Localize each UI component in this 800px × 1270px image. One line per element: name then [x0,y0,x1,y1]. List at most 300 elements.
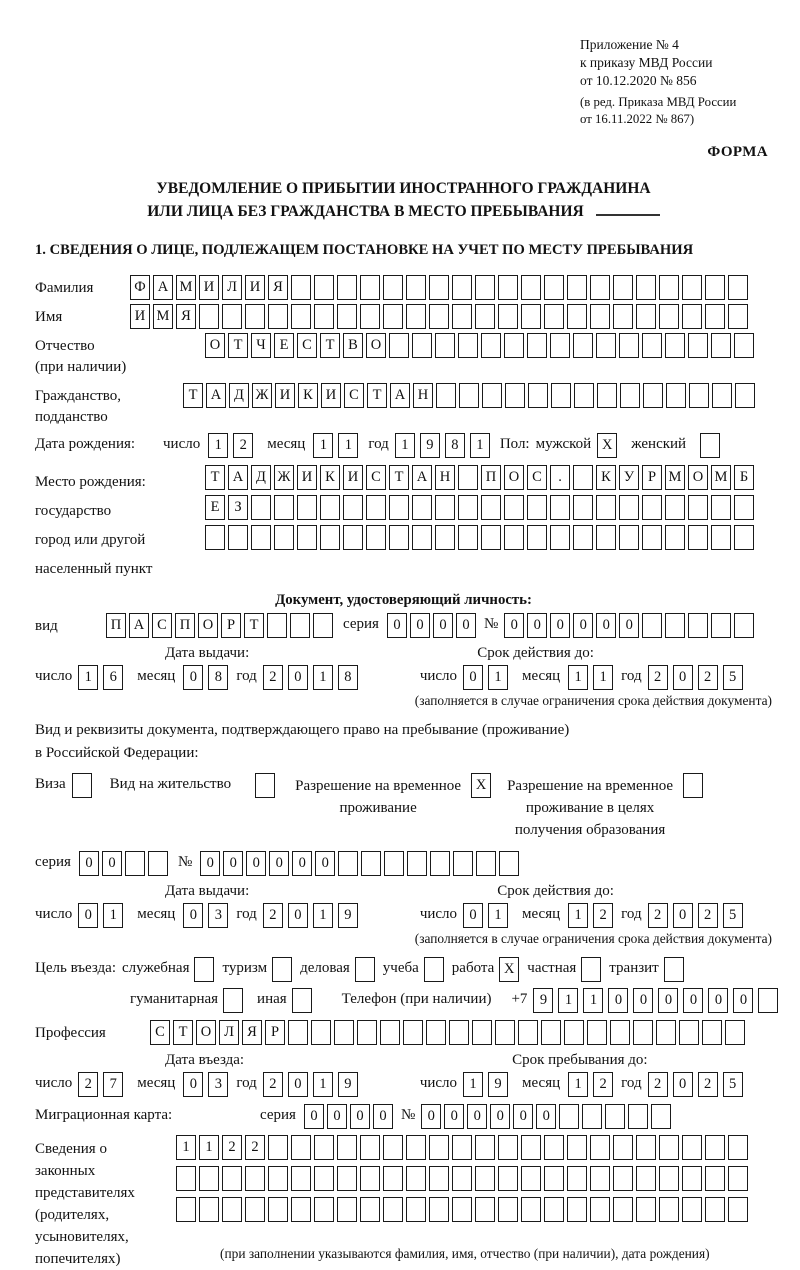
char-cell[interactable] [314,304,334,329]
char-cell[interactable] [290,613,310,638]
char-cell[interactable] [452,1135,472,1160]
char-cell[interactable] [482,383,502,408]
char-cell[interactable] [610,1020,630,1045]
char-cell[interactable]: П [106,613,126,638]
char-cell[interactable] [430,851,450,876]
char-cell[interactable] [734,525,754,550]
char-cell[interactable] [705,1166,725,1191]
char-cell[interactable] [429,1166,449,1191]
char-cell[interactable]: 0 [183,1072,203,1097]
char-cell[interactable]: С [150,1020,170,1045]
char-cell[interactable]: М [711,465,731,490]
char-cell[interactable]: 2 [263,1072,283,1097]
char-cell[interactable] [458,525,478,550]
char-cell[interactable]: 3 [208,903,228,928]
char-cell[interactable]: М [176,275,196,300]
char-cell[interactable]: 0 [183,665,203,690]
char-cell[interactable] [475,1166,495,1191]
char-cell[interactable] [633,1020,653,1045]
char-cell[interactable] [659,1135,679,1160]
char-cell[interactable] [343,495,363,520]
char-cell[interactable] [406,304,426,329]
char-cell[interactable]: 0 [673,1072,693,1097]
char-cell[interactable]: А [390,383,410,408]
char-cell[interactable] [651,1104,671,1129]
char-cell[interactable] [665,613,685,638]
char-cell[interactable]: 1 [488,665,508,690]
char-cell[interactable] [429,304,449,329]
char-cell[interactable] [705,275,725,300]
char-cell[interactable]: 1 [583,988,603,1013]
char-cell[interactable]: Р [642,465,662,490]
char-cell[interactable] [688,613,708,638]
char-cell[interactable] [475,304,495,329]
char-cell[interactable] [449,1020,469,1045]
char-cell[interactable]: Я [176,304,196,329]
temp-permit-checkbox[interactable]: X [471,773,491,798]
char-cell[interactable] [199,304,219,329]
char-cell[interactable]: 0 [463,665,483,690]
char-cell[interactable] [605,1104,625,1129]
char-cell[interactable]: Ч [251,333,271,358]
char-cell[interactable]: 0 [304,1104,324,1129]
char-cell[interactable] [406,1135,426,1160]
char-cell[interactable] [268,1197,288,1222]
char-cell[interactable]: Т [205,465,225,490]
char-cell[interactable] [291,275,311,300]
char-cell[interactable] [590,1197,610,1222]
char-cell[interactable]: Т [389,465,409,490]
char-cell[interactable]: 0 [433,613,453,638]
char-cell[interactable] [587,1020,607,1045]
char-cell[interactable] [544,1197,564,1222]
char-cell[interactable]: 0 [373,1104,393,1129]
char-cell[interactable]: 1 [208,433,228,458]
char-cell[interactable]: Т [228,333,248,358]
char-cell[interactable]: 0 [288,1072,308,1097]
char-cell[interactable]: 0 [550,613,570,638]
char-cell[interactable] [426,1020,446,1045]
char-cell[interactable] [521,1135,541,1160]
char-cell[interactable]: И [321,383,341,408]
char-cell[interactable] [527,495,547,520]
char-cell[interactable] [360,275,380,300]
char-cell[interactable]: 0 [292,851,312,876]
char-cell[interactable] [636,275,656,300]
char-cell[interactable] [499,851,519,876]
char-cell[interactable]: В [343,333,363,358]
char-cell[interactable] [656,1020,676,1045]
char-cell[interactable] [389,333,409,358]
char-cell[interactable]: 2 [698,665,718,690]
char-cell[interactable]: 0 [456,613,476,638]
char-cell[interactable] [567,304,587,329]
char-cell[interactable]: Д [229,383,249,408]
char-cell[interactable] [636,1135,656,1160]
char-cell[interactable] [665,525,685,550]
char-cell[interactable] [274,495,294,520]
char-cell[interactable]: 9 [420,433,440,458]
char-cell[interactable] [659,304,679,329]
char-cell[interactable]: Т [173,1020,193,1045]
char-cell[interactable]: О [205,333,225,358]
char-cell[interactable]: А [129,613,149,638]
char-cell[interactable] [518,1020,538,1045]
char-cell[interactable] [636,1197,656,1222]
char-cell[interactable]: 0 [246,851,266,876]
char-cell[interactable]: Т [320,333,340,358]
char-cell[interactable] [597,383,617,408]
char-cell[interactable] [567,1135,587,1160]
char-cell[interactable]: 2 [593,1072,613,1097]
char-cell[interactable]: 1 [395,433,415,458]
char-cell[interactable] [314,275,334,300]
char-cell[interactable] [528,383,548,408]
char-cell[interactable] [406,275,426,300]
char-cell[interactable] [360,304,380,329]
char-cell[interactable] [728,1166,748,1191]
char-cell[interactable] [380,1020,400,1045]
char-cell[interactable] [642,495,662,520]
char-cell[interactable]: 0 [536,1104,556,1129]
char-cell[interactable] [659,275,679,300]
char-cell[interactable]: 7 [103,1072,123,1097]
char-cell[interactable]: Д [251,465,271,490]
char-cell[interactable] [148,851,168,876]
char-cell[interactable] [582,1104,602,1129]
char-cell[interactable] [521,304,541,329]
char-cell[interactable] [521,1166,541,1191]
char-cell[interactable] [521,275,541,300]
char-cell[interactable]: Ж [252,383,272,408]
char-cell[interactable] [360,1166,380,1191]
char-cell[interactable] [337,304,357,329]
purpose-private-checkbox[interactable] [581,957,601,982]
char-cell[interactable] [383,1197,403,1222]
char-cell[interactable]: 8 [338,665,358,690]
char-cell[interactable] [452,275,472,300]
char-cell[interactable]: П [175,613,195,638]
char-cell[interactable]: Б [734,465,754,490]
char-cell[interactable] [297,525,317,550]
char-cell[interactable] [590,275,610,300]
char-cell[interactable] [682,275,702,300]
char-cell[interactable]: Р [265,1020,285,1045]
char-cell[interactable] [389,495,409,520]
char-cell[interactable] [205,525,225,550]
char-cell[interactable] [711,333,731,358]
char-cell[interactable]: М [153,304,173,329]
char-cell[interactable] [705,304,725,329]
char-cell[interactable] [613,304,633,329]
char-cell[interactable]: Я [268,275,288,300]
char-cell[interactable] [573,495,593,520]
char-cell[interactable] [728,1135,748,1160]
char-cell[interactable] [527,333,547,358]
char-cell[interactable]: О [198,613,218,638]
char-cell[interactable] [176,1197,196,1222]
char-cell[interactable] [320,495,340,520]
char-cell[interactable] [297,495,317,520]
char-cell[interactable]: 1 [199,1135,219,1160]
char-cell[interactable] [403,1020,423,1045]
char-cell[interactable] [711,613,731,638]
char-cell[interactable]: 1 [338,433,358,458]
char-cell[interactable] [268,1135,288,1160]
char-cell[interactable]: И [199,275,219,300]
char-cell[interactable] [476,851,496,876]
char-cell[interactable] [665,495,685,520]
purpose-study-checkbox[interactable] [424,957,444,982]
char-cell[interactable] [688,333,708,358]
char-cell[interactable] [728,275,748,300]
char-cell[interactable] [559,1104,579,1129]
char-cell[interactable]: 1 [313,665,333,690]
char-cell[interactable]: И [297,465,317,490]
char-cell[interactable]: 0 [183,903,203,928]
char-cell[interactable]: 8 [208,665,228,690]
char-cell[interactable] [504,333,524,358]
char-cell[interactable] [682,1135,702,1160]
char-cell[interactable] [734,495,754,520]
char-cell[interactable]: 0 [573,613,593,638]
char-cell[interactable]: Л [222,275,242,300]
char-cell[interactable] [665,333,685,358]
char-cell[interactable]: 2 [698,1072,718,1097]
char-cell[interactable] [619,333,639,358]
char-cell[interactable] [429,1197,449,1222]
char-cell[interactable] [567,1197,587,1222]
char-cell[interactable]: Е [205,495,225,520]
char-cell[interactable] [734,613,754,638]
char-cell[interactable]: М [665,465,685,490]
char-cell[interactable] [728,304,748,329]
char-cell[interactable]: 0 [288,665,308,690]
char-cell[interactable]: 1 [568,903,588,928]
char-cell[interactable]: 1 [463,1072,483,1097]
char-cell[interactable] [366,495,386,520]
char-cell[interactable]: С [297,333,317,358]
char-cell[interactable]: 2 [698,903,718,928]
char-cell[interactable]: 0 [596,613,616,638]
char-cell[interactable]: Н [413,383,433,408]
char-cell[interactable] [495,1020,515,1045]
char-cell[interactable] [705,1197,725,1222]
char-cell[interactable] [711,525,731,550]
char-cell[interactable] [590,1135,610,1160]
char-cell[interactable] [544,304,564,329]
char-cell[interactable]: 0 [102,851,122,876]
char-cell[interactable] [702,1020,722,1045]
char-cell[interactable]: О [366,333,386,358]
char-cell[interactable] [338,851,358,876]
char-cell[interactable] [481,495,501,520]
char-cell[interactable]: 9 [488,1072,508,1097]
char-cell[interactable] [452,304,472,329]
char-cell[interactable] [498,304,518,329]
char-cell[interactable] [360,1135,380,1160]
char-cell[interactable] [544,275,564,300]
char-cell[interactable]: П [481,465,501,490]
char-cell[interactable] [596,525,616,550]
char-cell[interactable] [383,304,403,329]
char-cell[interactable]: О [688,465,708,490]
purpose-official-checkbox[interactable] [194,957,214,982]
char-cell[interactable] [688,495,708,520]
char-cell[interactable]: С [152,613,172,638]
char-cell[interactable] [521,1197,541,1222]
char-cell[interactable] [288,1020,308,1045]
char-cell[interactable] [596,333,616,358]
sex-male-checkbox[interactable]: X [597,433,617,458]
char-cell[interactable] [689,383,709,408]
char-cell[interactable]: 0 [490,1104,510,1129]
char-cell[interactable] [481,525,501,550]
char-cell[interactable]: 0 [673,665,693,690]
char-cell[interactable]: 0 [504,613,524,638]
char-cell[interactable]: 9 [533,988,553,1013]
char-cell[interactable] [505,383,525,408]
char-cell[interactable]: К [596,465,616,490]
char-cell[interactable] [251,525,271,550]
char-cell[interactable] [458,465,478,490]
char-cell[interactable] [343,525,363,550]
char-cell[interactable] [734,333,754,358]
purpose-work-checkbox[interactable]: X [499,957,519,982]
char-cell[interactable] [475,1135,495,1160]
char-cell[interactable] [199,1166,219,1191]
char-cell[interactable] [550,495,570,520]
char-cell[interactable]: 2 [78,1072,98,1097]
char-cell[interactable] [274,525,294,550]
char-cell[interactable] [357,1020,377,1045]
char-cell[interactable] [573,525,593,550]
char-cell[interactable]: О [196,1020,216,1045]
char-cell[interactable]: 2 [648,903,668,928]
char-cell[interactable] [291,304,311,329]
purpose-transit-checkbox[interactable] [664,957,684,982]
char-cell[interactable] [320,525,340,550]
char-cell[interactable]: 2 [648,1072,668,1097]
char-cell[interactable] [389,525,409,550]
char-cell[interactable] [659,1197,679,1222]
char-cell[interactable] [337,1166,357,1191]
char-cell[interactable]: И [275,383,295,408]
char-cell[interactable] [337,1135,357,1160]
char-cell[interactable] [406,1197,426,1222]
char-cell[interactable]: 0 [327,1104,347,1129]
char-cell[interactable]: 2 [263,665,283,690]
char-cell[interactable] [314,1197,334,1222]
char-cell[interactable] [475,275,495,300]
char-cell[interactable]: А [153,275,173,300]
sex-female-checkbox[interactable] [700,433,720,458]
char-cell[interactable]: 8 [445,433,465,458]
char-cell[interactable] [643,383,663,408]
char-cell[interactable] [666,383,686,408]
char-cell[interactable] [407,851,427,876]
char-cell[interactable] [498,1135,518,1160]
char-cell[interactable]: 0 [421,1104,441,1129]
char-cell[interactable]: С [366,465,386,490]
char-cell[interactable]: 5 [723,665,743,690]
char-cell[interactable] [313,613,333,638]
char-cell[interactable]: 1 [593,665,613,690]
char-cell[interactable]: А [412,465,432,490]
char-cell[interactable] [682,1197,702,1222]
char-cell[interactable]: У [619,465,639,490]
char-cell[interactable] [725,1020,745,1045]
char-cell[interactable] [435,495,455,520]
char-cell[interactable] [472,1020,492,1045]
char-cell[interactable]: 1 [176,1135,196,1160]
char-cell[interactable] [541,1020,561,1045]
char-cell[interactable]: 6 [103,665,123,690]
char-cell[interactable]: 1 [488,903,508,928]
char-cell[interactable] [596,495,616,520]
char-cell[interactable] [619,495,639,520]
char-cell[interactable] [458,495,478,520]
char-cell[interactable] [337,1197,357,1222]
char-cell[interactable] [688,525,708,550]
char-cell[interactable] [228,525,248,550]
char-cell[interactable]: 2 [648,665,668,690]
char-cell[interactable] [728,1197,748,1222]
char-cell[interactable]: 1 [78,665,98,690]
char-cell[interactable] [435,333,455,358]
char-cell[interactable]: К [298,383,318,408]
char-cell[interactable]: 0 [619,613,639,638]
char-cell[interactable]: 0 [527,613,547,638]
char-cell[interactable] [452,1197,472,1222]
char-cell[interactable]: 0 [315,851,335,876]
char-cell[interactable] [251,495,271,520]
char-cell[interactable]: Т [183,383,203,408]
char-cell[interactable] [567,1166,587,1191]
char-cell[interactable] [567,275,587,300]
char-cell[interactable]: 0 [78,903,98,928]
char-cell[interactable] [452,1166,472,1191]
char-cell[interactable]: 0 [269,851,289,876]
char-cell[interactable]: С [527,465,547,490]
char-cell[interactable] [361,851,381,876]
char-cell[interactable] [199,1197,219,1222]
char-cell[interactable]: 5 [723,1072,743,1097]
char-cell[interactable] [245,1166,265,1191]
char-cell[interactable] [337,275,357,300]
char-cell[interactable]: А [206,383,226,408]
char-cell[interactable] [314,1166,334,1191]
char-cell[interactable] [550,333,570,358]
char-cell[interactable] [636,1166,656,1191]
char-cell[interactable] [679,1020,699,1045]
char-cell[interactable] [412,333,432,358]
char-cell[interactable] [613,1197,633,1222]
char-cell[interactable]: 0 [733,988,753,1013]
char-cell[interactable]: 0 [223,851,243,876]
char-cell[interactable] [711,495,731,520]
char-cell[interactable] [590,304,610,329]
char-cell[interactable] [705,1135,725,1160]
char-cell[interactable] [712,383,732,408]
purpose-tourism-checkbox[interactable] [272,957,292,982]
purpose-humanitarian-checkbox[interactable] [223,988,243,1013]
char-cell[interactable] [498,1166,518,1191]
char-cell[interactable] [412,525,432,550]
char-cell[interactable] [758,988,778,1013]
char-cell[interactable] [619,525,639,550]
char-cell[interactable]: 0 [708,988,728,1013]
